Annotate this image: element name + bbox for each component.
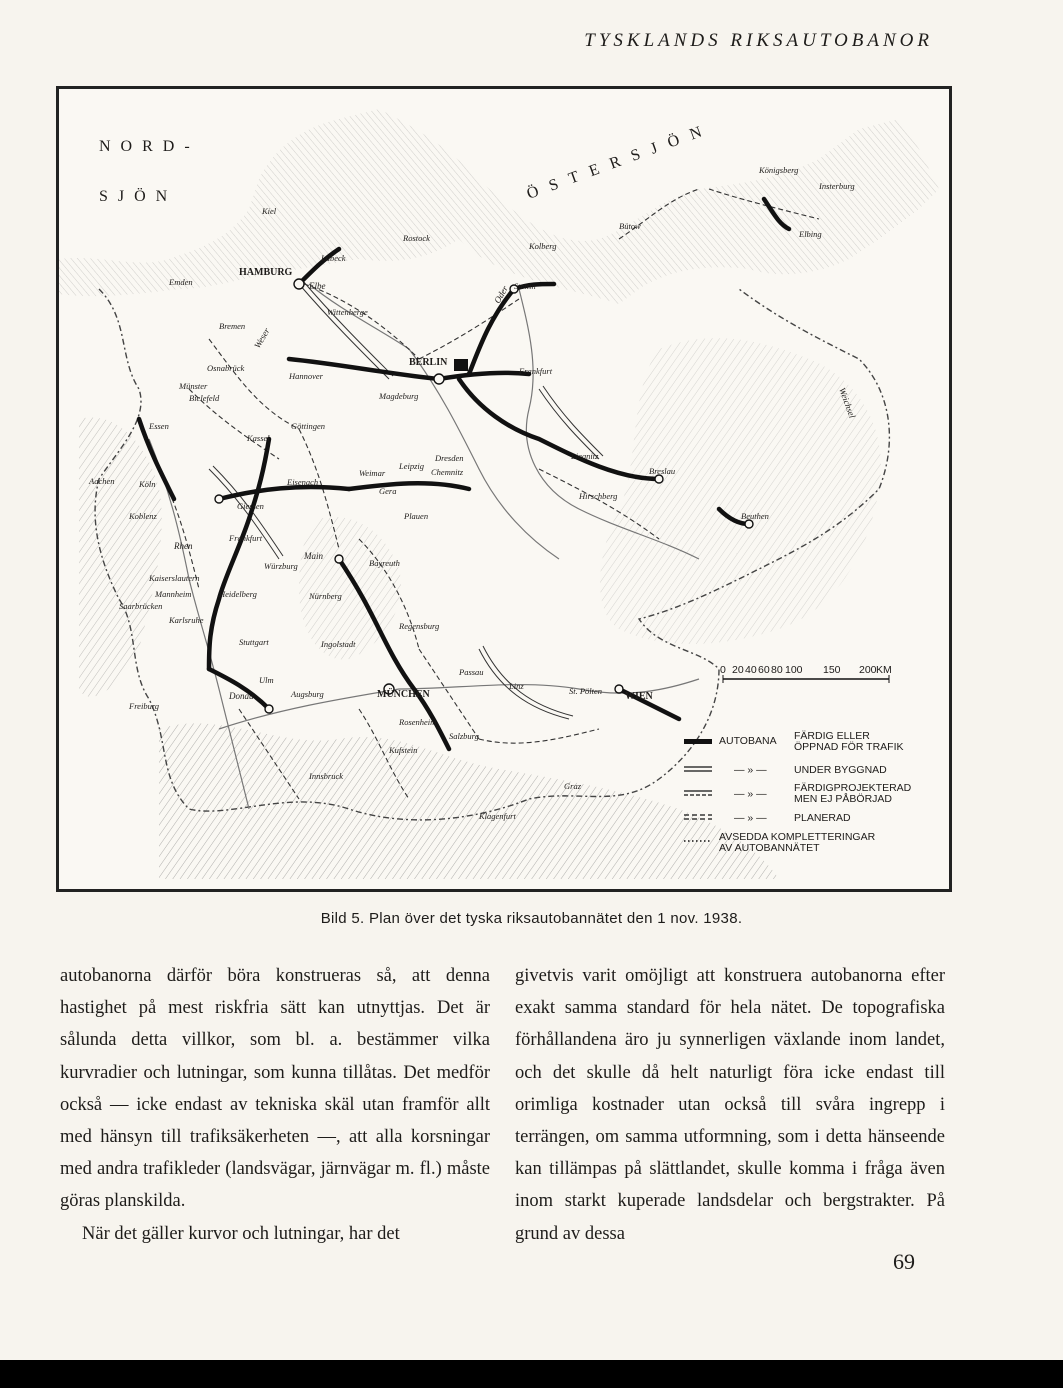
city-freiburg: Freiburg [129,701,160,711]
legend-item-1-line1: FÄRDIG ELLER [794,730,870,742]
city-wien: WIEN [625,691,653,702]
scan-border [0,1360,1063,1388]
city-stuttgart: Stuttgart [239,637,269,647]
city-frankfurt-main: Frankfurt [229,533,263,543]
page-number: 69 [893,1249,915,1274]
sea-label-baltic: ÖSTERSJÖN [524,119,716,203]
city-plauen: Plauen [404,511,429,521]
city-ulm: Ulm [259,675,274,685]
city-elbing: Elbing [799,229,822,239]
city-konigsberg: Königsberg [759,165,799,175]
legend-mark-3: — » — [734,788,767,800]
scale-tick: 20 [732,664,744,676]
city-kaiserslautern: Kaiserslautern [149,573,200,583]
city-bielefeld: Bielefeld [189,393,220,403]
legend-autobana: AUTOBANA [719,735,777,747]
legend-item-1-line2: ÖPPNAD FÖR TRAFIK [794,741,904,753]
scale-bar [720,664,892,683]
city-innsbruck: Innsbruck [309,771,343,781]
city-koln: Köln [139,479,156,489]
city-frankfurt-oder: Frankfurt [519,366,553,376]
city-mannheim: Mannheim [155,589,192,599]
city-wurzburg: Würzburg [264,561,298,571]
city-osnabruck: Osnabrück [207,363,245,373]
scale-tick: 100 [785,664,803,676]
sea-label-north-2: SJÖN [99,188,178,205]
city-graz: Graz [564,781,582,791]
legend-item-3-line2: MEN EJ PÅBÖRJAD [794,793,893,805]
city-klagenfurt: Klagenfurt [479,811,516,821]
city-munchen: MÜNCHEN [377,689,430,700]
sea-label-north-1: NORD- [99,138,200,155]
scale-tick: 80 [771,664,783,676]
city-rosenheim: Rosenheim [399,717,437,727]
city-bremen: Bremen [219,321,246,331]
body-column-right [515,960,945,1250]
river-danube [219,679,699,729]
city-berlin: BERLIN [409,357,448,368]
city-hamburg: HAMBURG [239,267,293,278]
city-insterburg: Insterburg [819,181,855,191]
scale-tick: 0 [720,664,726,676]
river-label-main: Main [304,551,323,561]
scale-tick: 40 [745,664,757,676]
city-salzburg: Salzburg [449,731,479,741]
city-hirschberg: Hirschberg [579,491,618,501]
legend-mark-2: — » — [734,764,767,776]
city-leipzig: Leipzig [399,461,425,471]
legend-item-5-line1: AVSEDDA KOMPLETTERINGAR [719,831,876,843]
city-hannover: Hannover [289,371,323,381]
river-label-rhen: Rhen [174,541,193,551]
city-eisenach: Eisenach [287,477,319,487]
city-wittenberge: Wittenberge [327,307,368,317]
city-kufstein: Kufstein [389,745,418,755]
legend-item-3-line1: FÄRDIGPROJEKTERAD [794,782,912,794]
river-label-weser: Weser [252,326,272,350]
river-label-weichsel: Weichsel [837,386,858,420]
city-rostock: Rostock [403,233,430,243]
city-chemnitz: Chemnitz [431,467,464,477]
running-title: TYSKLANDS RIKSAUTOBANOR [584,30,933,51]
body-column-left [60,960,490,1250]
city-passau: Passau [459,667,484,677]
figure-caption: Bild 5. Plan över det tyska riksautobannätet den 1 nov. 1938. [320,910,743,927]
city-gottingen: Göttingen [291,421,325,431]
paragraph: När det gäller kurvor och lutningar, har det [82,1223,400,1244]
city-giessen: Giessen [237,501,264,511]
city-kiel: Kiel [262,206,277,216]
city-koblenz: Koblenz [129,511,157,521]
city-kolberg: Kolberg [529,241,557,251]
city-butow: Bütow [619,221,641,231]
paragraph: givetvis varit omöjligt att konstruera autobanorna efter exakt samma standard för hela nätet. De topografiska förhållandena äro ju synnerligen växlande inom landet, och det skulle då helt naturligt föra icke endast till orimliga kostnader utan också till svåra ingrepp i terrängen, om samma utformning, som i detta hänseende kan tillämpas på slättlandet, skulle komma i fråga även inom starkt kuperade landsdelar och bergstrakter. På grund av dessa [515,966,945,1244]
paragraph: autobanorna därför böra konstrueras så, att denna hastighet på mest riskfria sätt kan utnyttjas. Det är sålunda detta villkor, som bl. a. bestämmer vilka kurvradier och lutningar, som kunna tillåtas. Det medför också — icke endast av tekniska skäl utan framför allt med hänsyn till trafiksäkerheten —, att alla korsningar med andra trafikleder (landsvägar, järnvägar m. fl.) måste göras planskilda. [60,966,490,1212]
city-kassel: Kassel [247,433,270,443]
city-emden: Emden [169,277,193,287]
legend-item-4: PLANERAD [794,812,851,824]
city-aachen: Aachen [89,476,115,486]
city-essen: Essen [149,421,169,431]
city-linz: Linz [509,681,524,691]
city-bayreuth: Bayreuth [369,558,400,568]
city-breslau: Breslau [649,466,676,476]
west-terrain [79,417,162,696]
legend-item-2: UNDER BYGGNAD [794,764,887,776]
city-karlsruhe: Karlsruhe [169,615,204,625]
city-regensburg: Regensburg [399,621,440,631]
river-label-oder: Oder [492,283,510,305]
city-st-polten: St. Pölten [569,686,603,696]
city-nurnberg: Nürnberg [309,591,342,601]
city-ingolstadt: Ingolstadt [321,639,356,649]
scale-tick: 150 [823,664,841,676]
legend-item-5-line2: AV AUTOBANNÄTET [719,842,820,854]
river-label-elbe: Elbe [309,281,326,291]
legend-mark-4: — » — [734,812,767,824]
city-liegnitz: Liegnitz [571,451,599,461]
city-augsburg: Augsburg [291,689,324,699]
scale-tick: 200 [859,664,877,676]
city-weimar: Weimar [359,468,386,478]
city-dresden: Dresden [435,453,464,463]
alps-terrain [159,723,779,879]
city-gera: Gera [379,486,397,496]
river-elbe [309,284,559,559]
scale-unit: KM [876,664,892,676]
city-munster: Münster [179,381,208,391]
city-stettin: Stettin [514,281,536,291]
scale-tick: 60 [758,664,770,676]
city-beuthen: Beuthen [741,511,769,521]
river-label-donau: Donau [229,691,254,701]
city-heidelberg: Heidelberg [219,589,257,599]
east-terrain [600,338,881,644]
city-magdeburg: Magdeburg [379,391,419,401]
autobahn-map [56,86,952,892]
city-saarbrucken: Saarbrücken [119,601,163,611]
city-lubeck: Lübeck [321,253,346,263]
map-legend [684,730,912,854]
